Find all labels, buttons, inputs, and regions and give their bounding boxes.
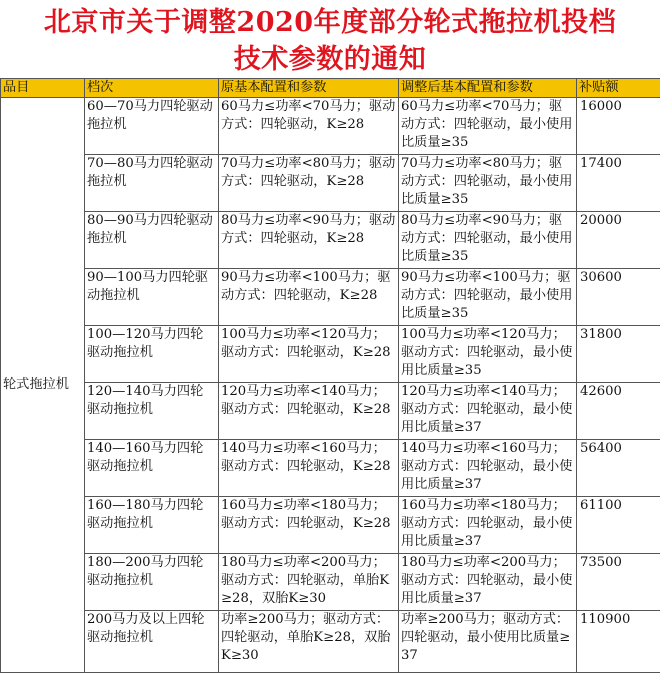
adjusted-params-cell: 功率≥200马力；驱动方式：四轮驱动，最小使用比质量≥37 bbox=[399, 611, 577, 673]
adjusted-params-cell: 70马力≤功率<80马力；驱动方式：四轮驱动，最小使用比质量≥35 bbox=[399, 155, 577, 212]
grade-cell: 120—140马力四轮驱动拖拉机 bbox=[85, 383, 219, 440]
category-cell: 轮式拖拉机 bbox=[1, 98, 85, 673]
subsidy-cell: 30600 bbox=[577, 269, 660, 326]
adjusted-params-cell: 90马力≤功率<100马力；驱动方式：四轮驱动，最小使用比质量≥35 bbox=[399, 269, 577, 326]
header-original-params: 原基本配置和参数 bbox=[219, 79, 399, 98]
table-row bbox=[1, 98, 660, 155]
original-params-cell: 100马力≤功率<120马力；驱动方式：四轮驱动，K≥28 bbox=[219, 326, 399, 383]
grade-cell: 90—100马力四轮驱动拖拉机 bbox=[85, 269, 219, 326]
subsidy-cell: 42600 bbox=[577, 383, 660, 440]
header-grade: 档次 bbox=[85, 79, 219, 98]
subsidy-cell: 17400 bbox=[577, 155, 660, 212]
original-params-cell: 90马力≤功率<100马力；驱动方式：四轮驱动，K≥28 bbox=[219, 269, 399, 326]
table-row bbox=[1, 269, 660, 326]
grade-cell: 180—200马力四轮驱动拖拉机 bbox=[85, 554, 219, 611]
subsidy-cell: 56400 bbox=[577, 440, 660, 497]
notice-title bbox=[0, 0, 660, 78]
original-params-cell: 180马力≤功率<200马力；驱动方式：四轮驱动，单胎K≥28，双胎K≥30 bbox=[219, 554, 399, 611]
adjusted-params-cell: 160马力≤功率<180马力；驱动方式：四轮驱动，最小使用比质量≥37 bbox=[399, 497, 577, 554]
table-row bbox=[1, 383, 660, 440]
table-row bbox=[1, 440, 660, 497]
grade-cell: 100—120马力四轮驱动拖拉机 bbox=[85, 326, 219, 383]
subsidy-table bbox=[0, 78, 660, 673]
table-row bbox=[1, 212, 660, 269]
adjusted-params-cell: 100马力≤功率<120马力；驱动方式：四轮驱动，最小使用比质量≥35 bbox=[399, 326, 577, 383]
subsidy-cell: 110900 bbox=[577, 611, 660, 673]
grade-cell: 70—80马力四轮驱动拖拉机 bbox=[85, 155, 219, 212]
subsidy-cell: 20000 bbox=[577, 212, 660, 269]
original-params-cell: 80马力≤功率<90马力；驱动方式：四轮驱动，K≥28 bbox=[219, 212, 399, 269]
original-params-cell: 60马力≤功率<70马力；驱动方式：四轮驱动，K≥28 bbox=[219, 98, 399, 155]
table-row bbox=[1, 611, 660, 673]
table-row bbox=[1, 326, 660, 383]
header-subsidy: 补贴额 bbox=[577, 79, 660, 98]
adjusted-params-cell: 120马力≤功率<140马力；驱动方式：四轮驱动，最小使用比质量≥37 bbox=[399, 383, 577, 440]
table-row bbox=[1, 554, 660, 611]
original-params-cell: 120马力≤功率<140马力；驱动方式：四轮驱动，K≥28 bbox=[219, 383, 399, 440]
header-category: 品目 bbox=[1, 79, 85, 98]
original-params-cell: 功率≥200马力；驱动方式：四轮驱动，单胎K≥28，双胎K≥30 bbox=[219, 611, 399, 673]
grade-cell: 200马力及以上四轮驱动拖拉机 bbox=[85, 611, 219, 673]
grade-cell: 140—160马力四轮驱动拖拉机 bbox=[85, 440, 219, 497]
adjusted-params-cell: 60马力≤功率<70马力；驱动方式：四轮驱动，最小使用比质量≥35 bbox=[399, 98, 577, 155]
title-line-2: 技术参数的通知 bbox=[0, 41, 660, 78]
adjusted-params-cell: 80马力≤功率<90马力；驱动方式：四轮驱动，最小使用比质量≥35 bbox=[399, 212, 577, 269]
original-params-cell: 70马力≤功率<80马力；驱动方式：四轮驱动，K≥28 bbox=[219, 155, 399, 212]
table-row bbox=[1, 155, 660, 212]
subsidy-cell: 16000 bbox=[577, 98, 660, 155]
subsidy-cell: 73500 bbox=[577, 554, 660, 611]
table-header-row bbox=[1, 79, 660, 98]
table-row bbox=[1, 497, 660, 554]
header-adjusted-params: 调整后基本配置和参数 bbox=[399, 79, 577, 98]
subsidy-cell: 31800 bbox=[577, 326, 660, 383]
adjusted-params-cell: 180马力≤功率<200马力；驱动方式：四轮驱动，最小使用比质量≥37 bbox=[399, 554, 577, 611]
original-params-cell: 140马力≤功率<160马力；驱动方式：四轮驱动，K≥28 bbox=[219, 440, 399, 497]
grade-cell: 60—70马力四轮驱动拖拉机 bbox=[85, 98, 219, 155]
subsidy-cell: 61100 bbox=[577, 497, 660, 554]
grade-cell: 160—180马力四轮驱动拖拉机 bbox=[85, 497, 219, 554]
title-line-1: 北京市关于调整2020年度部分轮式拖拉机投档 bbox=[0, 0, 660, 41]
adjusted-params-cell: 140马力≤功率<160马力；驱动方式：四轮驱动，最小使用比质量≥37 bbox=[399, 440, 577, 497]
original-params-cell: 160马力≤功率<180马力；驱动方式：四轮驱动，K≥28 bbox=[219, 497, 399, 554]
grade-cell: 80—90马力四轮驱动拖拉机 bbox=[85, 212, 219, 269]
